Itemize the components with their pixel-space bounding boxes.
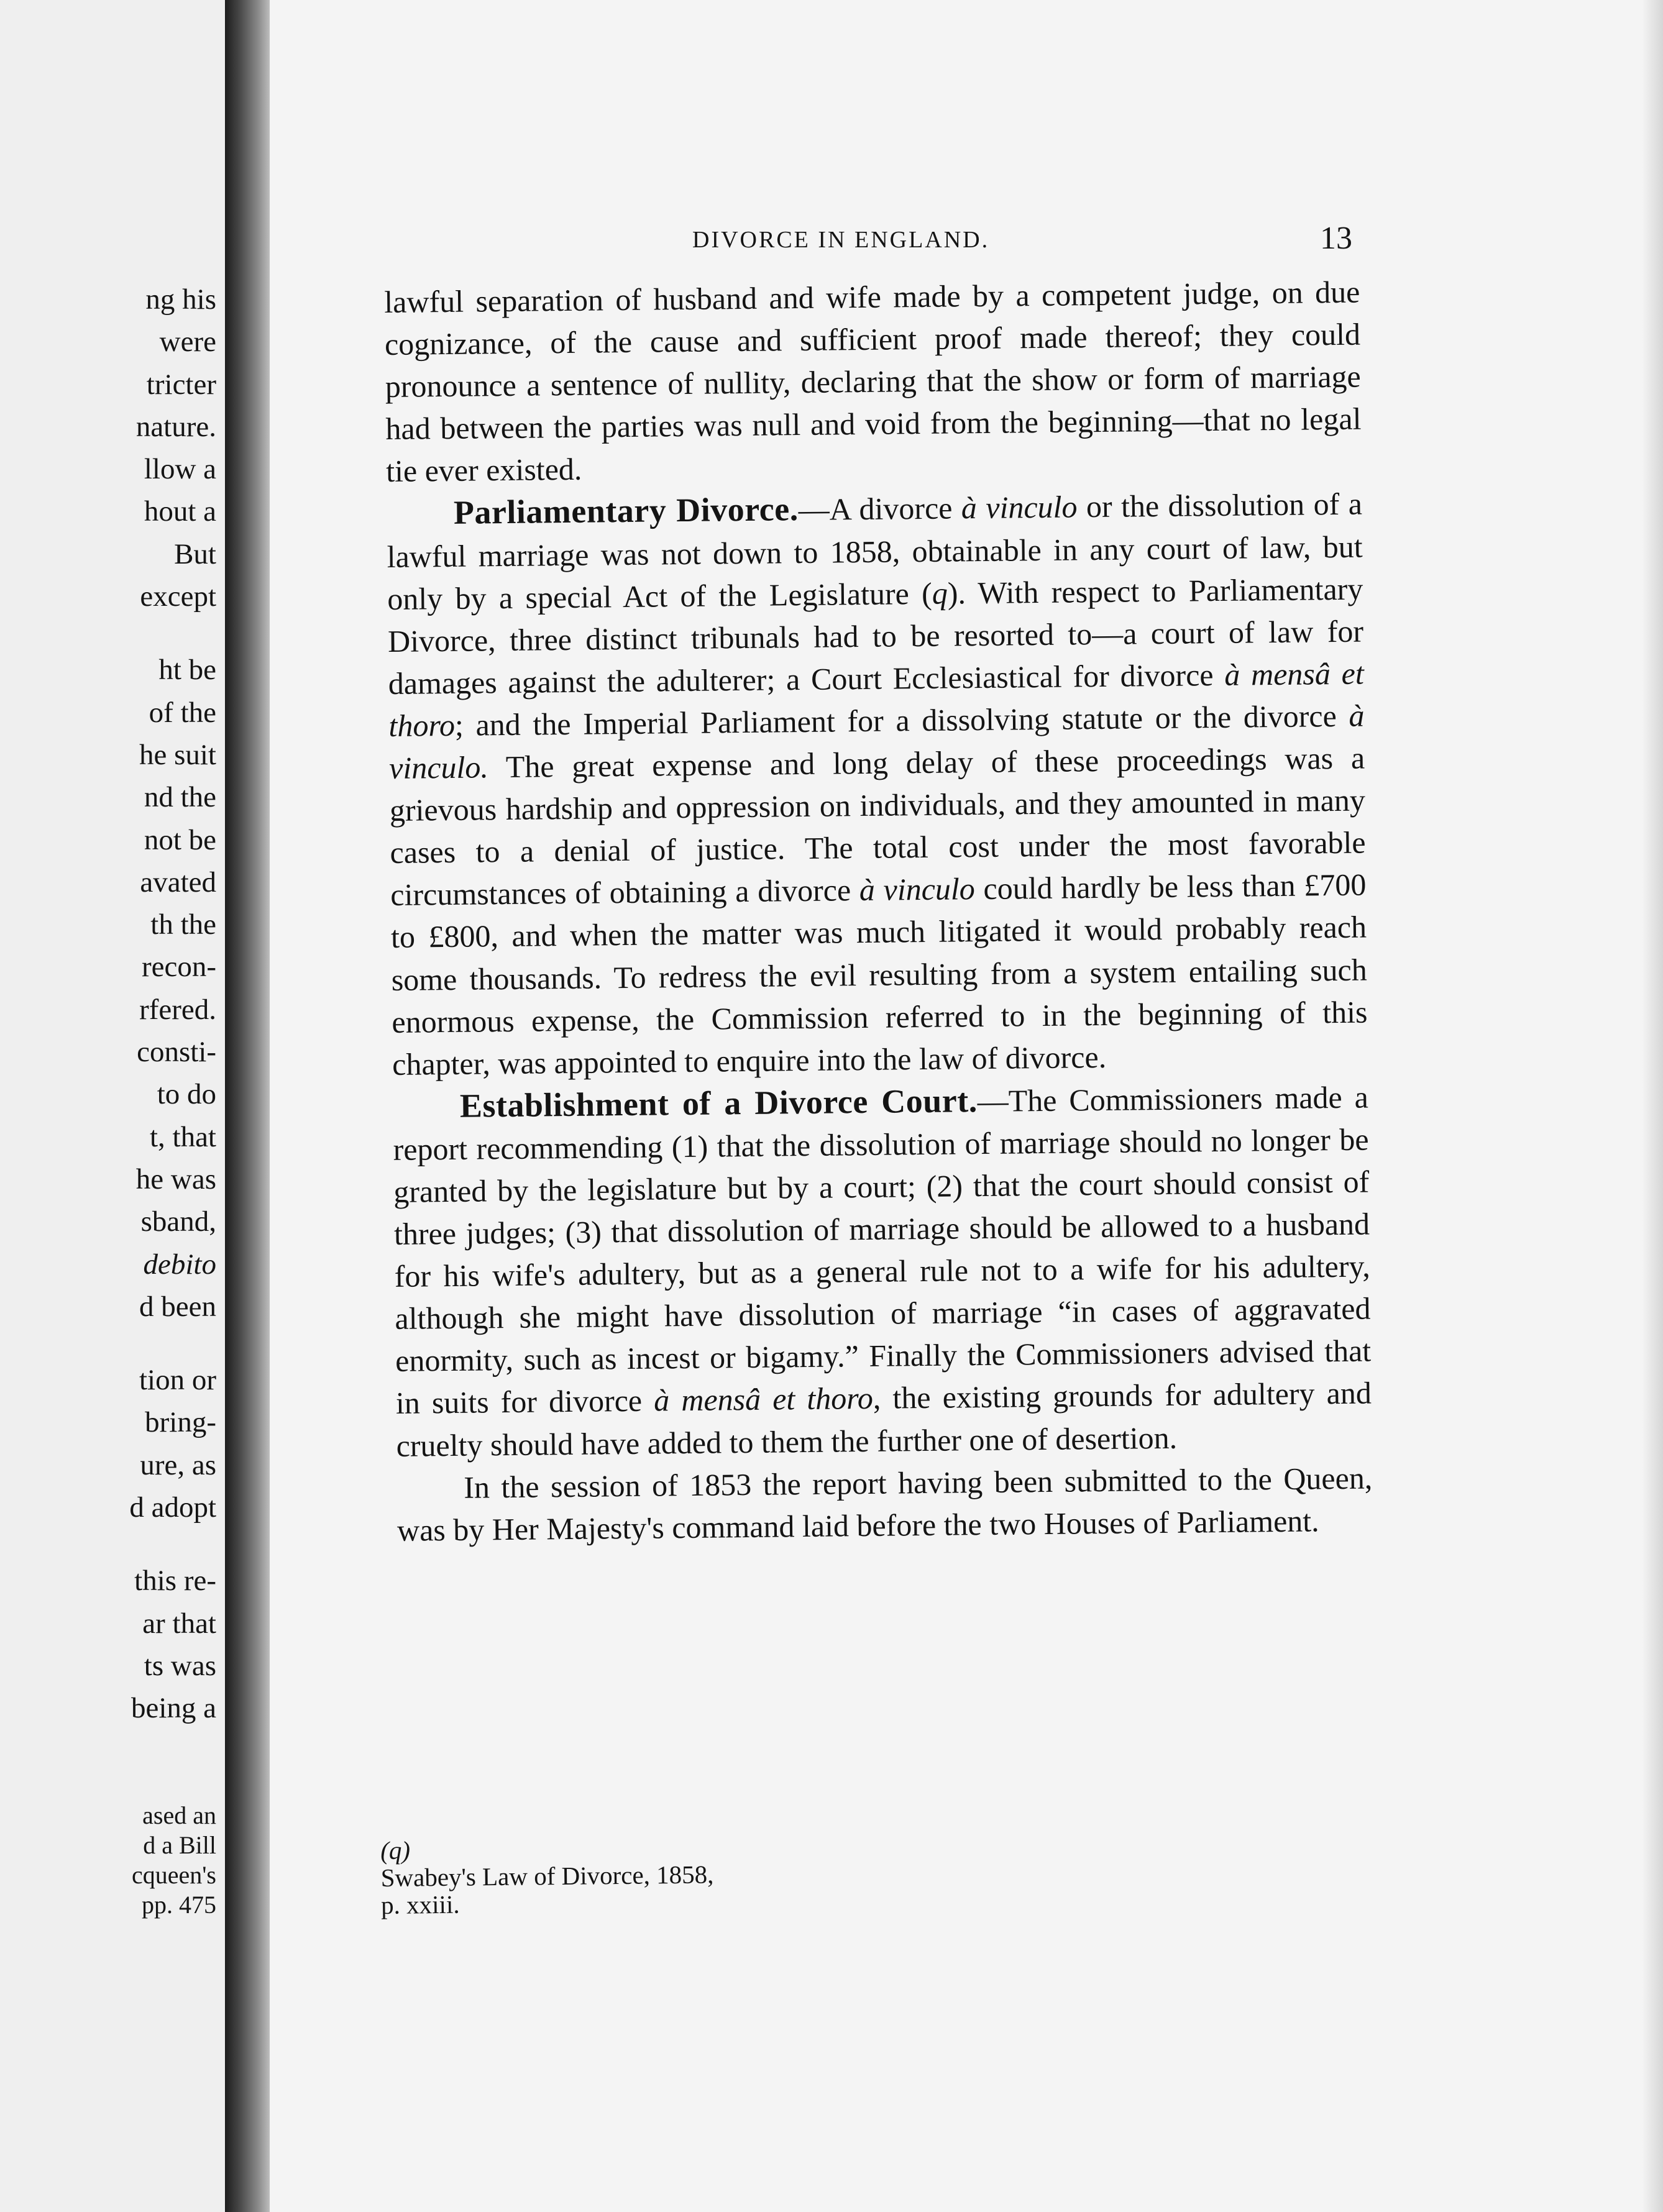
footnote-reference: q <box>932 575 948 611</box>
left-line: d adopt <box>129 1491 216 1524</box>
footnote-marker: (q) <box>380 1835 411 1865</box>
left-line: nd the <box>144 781 216 814</box>
left-line: except <box>140 580 216 613</box>
text-run: , the existing grounds for adultery and cruelty should have added to them the further one of desertion. <box>396 1375 1372 1463</box>
section-heading-parliamentary-divorce: Parliamentary Divorce. <box>453 490 799 532</box>
text-run: ; and the Imperial Parliament for a dissolving statute or the divorce <box>454 698 1349 743</box>
left-line: d been <box>139 1290 216 1323</box>
left-line: were <box>159 326 216 359</box>
left-line: ht be <box>158 654 216 687</box>
left-line: t, that <box>149 1120 216 1153</box>
page-number: 13 <box>1320 221 1352 256</box>
left-line: ure, as <box>140 1448 216 1481</box>
left-line: sband, <box>140 1205 216 1238</box>
left-line: being a <box>131 1692 216 1725</box>
paragraph-continued: lawful separation of husband and wife made by a competent judge, on due cognizance, of the cause and sufficient proof made thereof; they could pronounce a sentence of nullity, declaring that the show or form of marriage had between the parties was null and void from the beginning—that no legal tie ever existed. <box>384 274 1362 489</box>
left-note-line: ased an <box>142 1801 216 1829</box>
left-line: debito <box>143 1248 216 1281</box>
paragraph-session-1853: In the session of 1853 the report having been submitted to the Queen, was by Her Majesty's command laid before the two Houses of Parliament. <box>396 1460 1373 1548</box>
left-line: tion or <box>139 1364 216 1397</box>
paragraph-parliamentary-divorce <box>387 482 1368 1085</box>
paragraph-divorce-court <box>393 1075 1372 1466</box>
italic-run: à vinculo <box>859 871 976 908</box>
footnote <box>380 1831 891 1919</box>
text-run: ). With respect to Parliamentary Divorce, three distinct tribunals had to be resorted to—a court of law for damages against the adulterer; a Court Ecclesiastical for divorce <box>387 571 1364 701</box>
previous-page-footnote <box>0 1801 216 1920</box>
left-line: hout a <box>144 495 216 528</box>
left-line: llow a <box>144 453 216 486</box>
text-run: or the dissolution of a lawful marriage was not down to 1858, obtainable in any court of law, but only by a special Act of the Legislature ( <box>387 487 1363 616</box>
left-line: he was <box>135 1163 216 1195</box>
italic-run: à vinculo <box>961 489 1078 526</box>
left-line: ts was <box>144 1649 216 1682</box>
footnote-line <box>380 1831 891 1891</box>
italic-run: à vinculo. <box>388 698 1365 785</box>
current-page <box>270 0 1663 2212</box>
left-line: ng his <box>145 283 216 316</box>
left-line: to do <box>157 1078 216 1111</box>
left-line: bring- <box>145 1406 216 1439</box>
left-line: tricter <box>146 368 216 401</box>
italic-run: à mensâ et thoro <box>653 1381 874 1418</box>
footnote-text: Swabey's Law of Divorce, 1858, <box>380 1860 714 1892</box>
left-line: ar that <box>142 1607 216 1640</box>
page-edge-shadow <box>1642 0 1663 2212</box>
previous-page <box>0 0 225 2212</box>
book-gutter <box>225 0 270 2212</box>
text-run: —A divorce <box>798 490 962 528</box>
left-line: he suit <box>139 738 216 771</box>
text-run: —The Commissioners made a report recommending (1) that the dissolution of marriage should no longer be granted by the legislature but by a court; (2) that the court should consist of three judges; (3) that dissolution of marriage should be allowed to a husband for his wife's adultery, but as a general rule not to a wife for his adultery, although she might have dissolution of marriage “in cases of aggravated enormity, such as incest or bigamy.” Finally the Commissioners advised that in suits for divorce <box>393 1079 1372 1421</box>
left-line: recon- <box>141 951 216 984</box>
left-line: But <box>174 537 216 570</box>
italic-run: à mensâ et thoro <box>388 656 1364 743</box>
left-line: rfered. <box>139 993 216 1026</box>
left-line: nature. <box>135 410 216 443</box>
previous-page-text <box>0 278 216 1730</box>
left-line: avated <box>140 866 216 898</box>
running-title: DIVORCE IN ENGLAND. <box>692 227 990 253</box>
left-line: this re- <box>134 1565 216 1597</box>
text-run: The great expense and long delay of these proceedings was a grievous hardship and oppression on individuals, and they amounted in many cases to a denial of justice. The total cost under the most favorable circumstances of obtaining a divorce <box>389 740 1366 913</box>
left-note-line: cqueen's <box>131 1861 216 1889</box>
footnote-line: p. xxiii. <box>380 1890 460 1919</box>
text-run: could hardly be less than £700 to £800, and when the matter was much litigated it would probably reach some thousands. To redress the evil resulting from a system entailing such enormous expense, the Commission referred to in the beginning of this chapter, was appointed to enquire into the law of divorce. <box>390 867 1368 1082</box>
left-line: of the <box>149 696 216 729</box>
left-note-line: d a Bill <box>143 1831 216 1859</box>
left-note-line: pp. 475 <box>142 1891 216 1919</box>
body-text <box>384 271 1373 1552</box>
left-line: consti- <box>137 1036 216 1069</box>
left-line: not be <box>144 823 216 856</box>
section-heading-divorce-court: Establishment of a Divorce Court. <box>459 1081 978 1125</box>
left-line: th the <box>150 908 216 941</box>
